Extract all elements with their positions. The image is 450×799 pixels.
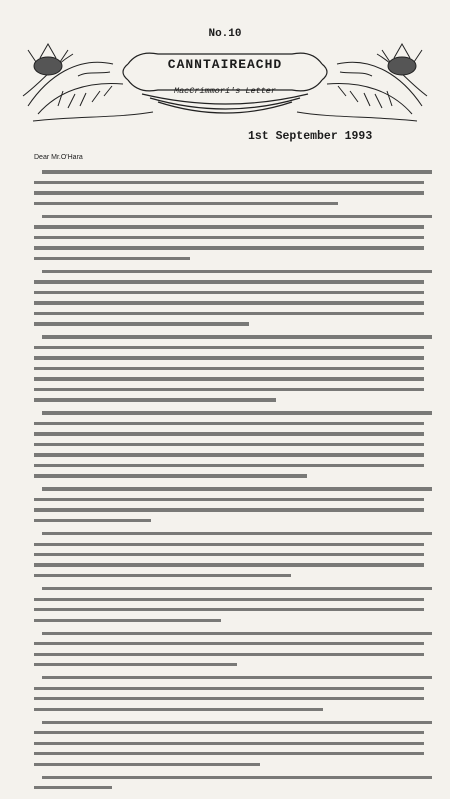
text-line	[34, 270, 424, 278]
text-line	[34, 752, 424, 760]
text-line	[34, 721, 424, 729]
text-line	[34, 443, 424, 451]
text-line	[34, 257, 424, 265]
paragraph	[34, 215, 424, 265]
text-line	[34, 301, 424, 309]
paragraph	[34, 676, 424, 716]
text-line	[34, 776, 424, 784]
text-line	[34, 563, 424, 571]
text-line	[34, 246, 424, 254]
newsletter-title: CANNTAIREACHD	[167, 57, 283, 72]
text-line	[34, 708, 424, 716]
text-line	[34, 676, 424, 684]
paragraph	[34, 170, 424, 210]
right-thistle-drawing	[297, 44, 427, 121]
text-line	[34, 498, 424, 506]
text-line	[34, 663, 424, 671]
text-line	[34, 422, 424, 430]
paragraph	[34, 632, 424, 672]
text-line	[34, 312, 424, 320]
paragraph	[34, 335, 424, 406]
text-line	[34, 532, 424, 540]
paragraph	[34, 487, 424, 527]
paragraph	[34, 411, 424, 482]
text-line	[34, 236, 424, 244]
text-line	[34, 377, 424, 385]
text-line	[34, 687, 424, 695]
text-line	[34, 608, 424, 616]
salutation: Dear Mr.O'Hara	[34, 154, 83, 161]
text-line	[34, 742, 424, 750]
text-line	[34, 225, 424, 233]
text-line	[34, 519, 424, 527]
text-line	[34, 181, 424, 189]
letter-date: 1st September 1993	[248, 130, 373, 143]
paragraph	[34, 721, 424, 771]
left-thistle-drawing	[23, 44, 153, 121]
text-line	[34, 642, 424, 650]
text-line	[34, 697, 424, 705]
text-line	[34, 411, 424, 419]
banner-illustration	[18, 36, 432, 128]
text-line	[34, 731, 424, 739]
text-line	[34, 763, 424, 771]
text-line	[34, 464, 424, 472]
text-line	[34, 543, 424, 551]
paragraph	[34, 270, 424, 331]
issue-number: No.10	[208, 28, 242, 40]
letter-body	[34, 168, 424, 799]
text-line	[34, 619, 424, 627]
paragraph	[34, 587, 424, 627]
text-line	[34, 474, 424, 482]
text-line	[34, 653, 424, 661]
text-line	[34, 280, 424, 288]
text-line	[34, 574, 424, 582]
text-line	[34, 508, 424, 516]
text-line	[34, 335, 424, 343]
text-line	[34, 202, 424, 210]
text-line	[34, 170, 424, 178]
text-line	[34, 346, 424, 354]
text-line	[34, 598, 424, 606]
text-line	[34, 356, 424, 364]
newsletter-subtitle: MacCrimmori's Letter	[173, 86, 277, 96]
text-line	[34, 398, 424, 406]
text-line	[34, 367, 424, 375]
text-line	[34, 322, 424, 330]
paragraph	[34, 776, 424, 795]
text-line	[34, 632, 424, 640]
text-line	[34, 587, 424, 595]
text-line	[34, 786, 424, 794]
text-line	[34, 553, 424, 561]
text-line	[34, 453, 424, 461]
text-line	[34, 215, 424, 223]
text-line	[34, 388, 424, 396]
text-line	[34, 291, 424, 299]
text-line	[34, 432, 424, 440]
text-line	[34, 487, 424, 495]
text-line	[34, 191, 424, 199]
paragraph	[34, 532, 424, 582]
